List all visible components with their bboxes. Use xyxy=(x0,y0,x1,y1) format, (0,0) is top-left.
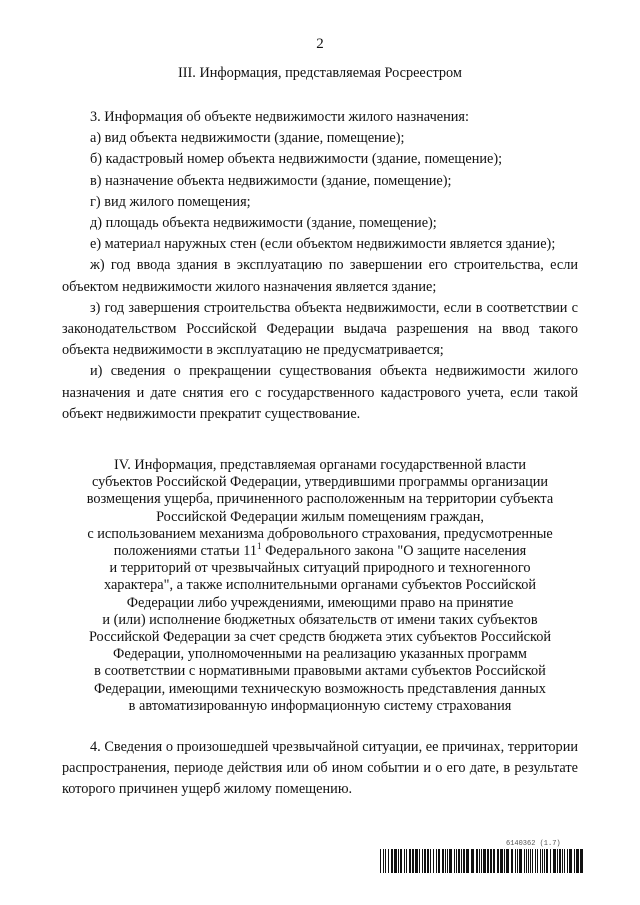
title-line: и территорий от чрезвычайных ситуаций природного и техногенного xyxy=(109,560,531,577)
title-line: с использованием механизма добровольного страхования, предусмотренные xyxy=(87,525,553,542)
list-item: в) назначение объекта недвижимости (здание, помещение); xyxy=(90,172,452,189)
title-line: IV. Информация, представляемая органами государственной власти xyxy=(114,457,526,473)
list-item: г) вид жилого помещения; xyxy=(90,193,251,210)
section-4-title xyxy=(80,457,560,715)
title-line: возмещения ущерба, причиненного расположенным на территории субъекта xyxy=(86,491,554,508)
title-line: Российской Федерации жилым помещениям граждан, xyxy=(156,508,484,525)
section-4-body xyxy=(62,737,578,801)
list-item: д) площадь объекта недвижимости (здание, помещение); xyxy=(90,215,437,232)
title-line: характера", а также исполнительными органами субъектов Российской xyxy=(104,577,536,594)
section-3-body xyxy=(62,107,578,425)
title-line: Федерации, имеющими техническую возможность представления данных xyxy=(94,680,546,697)
superscript: 1 xyxy=(257,541,262,552)
title-line: субъектов Российской Федерации, утвердившими программы организации xyxy=(91,474,549,491)
section-3-heading: 3. Информация об объекте недвижимости жилого назначения: xyxy=(90,109,469,125)
list-item: е) материал наружных стен (если объектом недвижимости является здание); xyxy=(90,236,556,253)
title-line: и (или) исполнение бюджетных обязательств от имени таких субъектов xyxy=(102,611,538,628)
title-line: в соответствии с нормативными правовыми актами субъектов Российской xyxy=(94,663,546,680)
title-line xyxy=(80,543,560,560)
list-item: з) год завершения строительства объекта недвижимости, если в соответствии с законодательством Российской Федерации выдача разрешения на ввод такого объекта недвижимости в эксплуатацию не предусматривается; xyxy=(62,299,578,359)
list-item: б) кадастровый номер объекта недвижимости (здание, помещение); xyxy=(90,151,503,168)
title-line: в автоматизированную информационную систему страхования xyxy=(128,697,512,714)
paragraph: 4. Сведения о произошедшей чрезвычайной ситуации, ее причинах, территории распространения, периоде действия или об ином событии и о его дате, в результате которого причинен ущерб жилому помещению. xyxy=(62,739,578,798)
list-item: ж) год ввода здания в эксплуатацию по завершении его строительства, если объектом недвижимости жилого назначения является здание; xyxy=(62,257,578,295)
title-line: Федерации, уполномоченными на реализацию указанных программ xyxy=(113,646,527,663)
title-text: положениями статьи 11 xyxy=(113,543,258,560)
list-item: и) сведения о прекращении существования объекта недвижимости жилого назначения и дате снятия его с государственного кадастрового учета, если такой объект недвижимости прекратит существование. xyxy=(62,363,578,422)
section-3-title: III. Информация, представляемая Росреестром xyxy=(178,65,462,81)
document-code: 6140362 (1.7) xyxy=(506,840,561,848)
page-number: 2 xyxy=(316,36,324,52)
list-item: а) вид объекта недвижимости (здание, помещение); xyxy=(90,130,405,147)
title-line: Федерации либо учреждениями, имеющими право на принятие xyxy=(126,594,514,611)
barcode-icon xyxy=(380,849,583,873)
title-text: Федерального закона "О защите населения xyxy=(261,543,527,560)
title-line: Российской Федерации за счет средств бюджета этих субъектов Российской xyxy=(88,629,552,646)
